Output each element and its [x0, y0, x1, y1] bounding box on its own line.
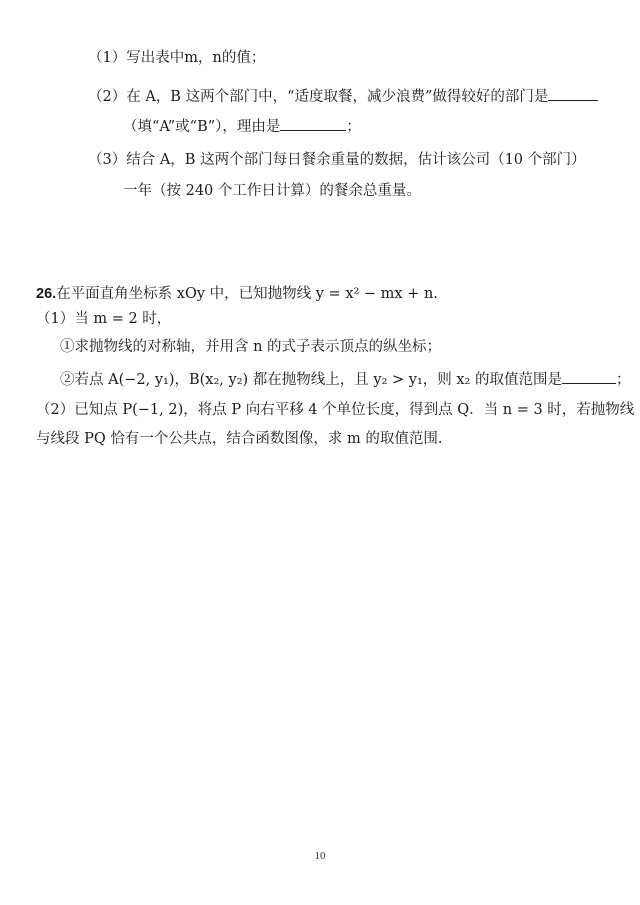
question-number: 26.	[36, 286, 57, 302]
page-number: 10	[314, 850, 326, 862]
answer-blank	[280, 116, 346, 131]
question-26-sub-1: ①求抛物线的对称轴，并用含 n 的式子表示顶点的纵坐标；	[60, 339, 442, 355]
answer-blank	[562, 369, 616, 384]
question-25-part-2-line-1: （2）在 A，B 这两个部门中，“适度取餐，减少浪费”做得较好的部门是	[88, 86, 598, 107]
answer-blank	[548, 86, 598, 101]
question-25-part-3-line-2: 一年（按 240 个工作日计算）的餐余总重量。	[123, 183, 421, 199]
question-26-part-2-line-1: （2）已知点 P(−1, 2)，将点 P 向右平移 4 个单位长度，得到点 Q．当 n = 3 时，若抛物线	[36, 402, 635, 418]
question-26-part-2-line-2: 与线段 PQ 恰有一个公共点，结合函数图像，求 m 的取值范围.	[36, 431, 443, 447]
question-26-stem: 26.在平面直角坐标系 xOy 中，已知抛物线 y = x² − mx + n.	[36, 286, 438, 302]
question-25-part-2-line-2: （填“A”或“B”），理由是 ；	[123, 116, 361, 137]
question-25-part-3-line-1: （3）结合 A，B 这两个部门每日餐余重量的数据，估计该公司（10 个部门）	[88, 152, 586, 168]
question-26-part-1: （1）当 m = 2 时，	[36, 311, 172, 327]
question-25-part-1: （1）写出表中m，n的值；	[88, 50, 266, 66]
question-26-sub-2: ②若点 A(−2, y₁)，B(x₂, y₂) 都在抛物线上，且 y₂ > y₁，则 x₂ 的取值范围是 ；	[60, 369, 630, 390]
